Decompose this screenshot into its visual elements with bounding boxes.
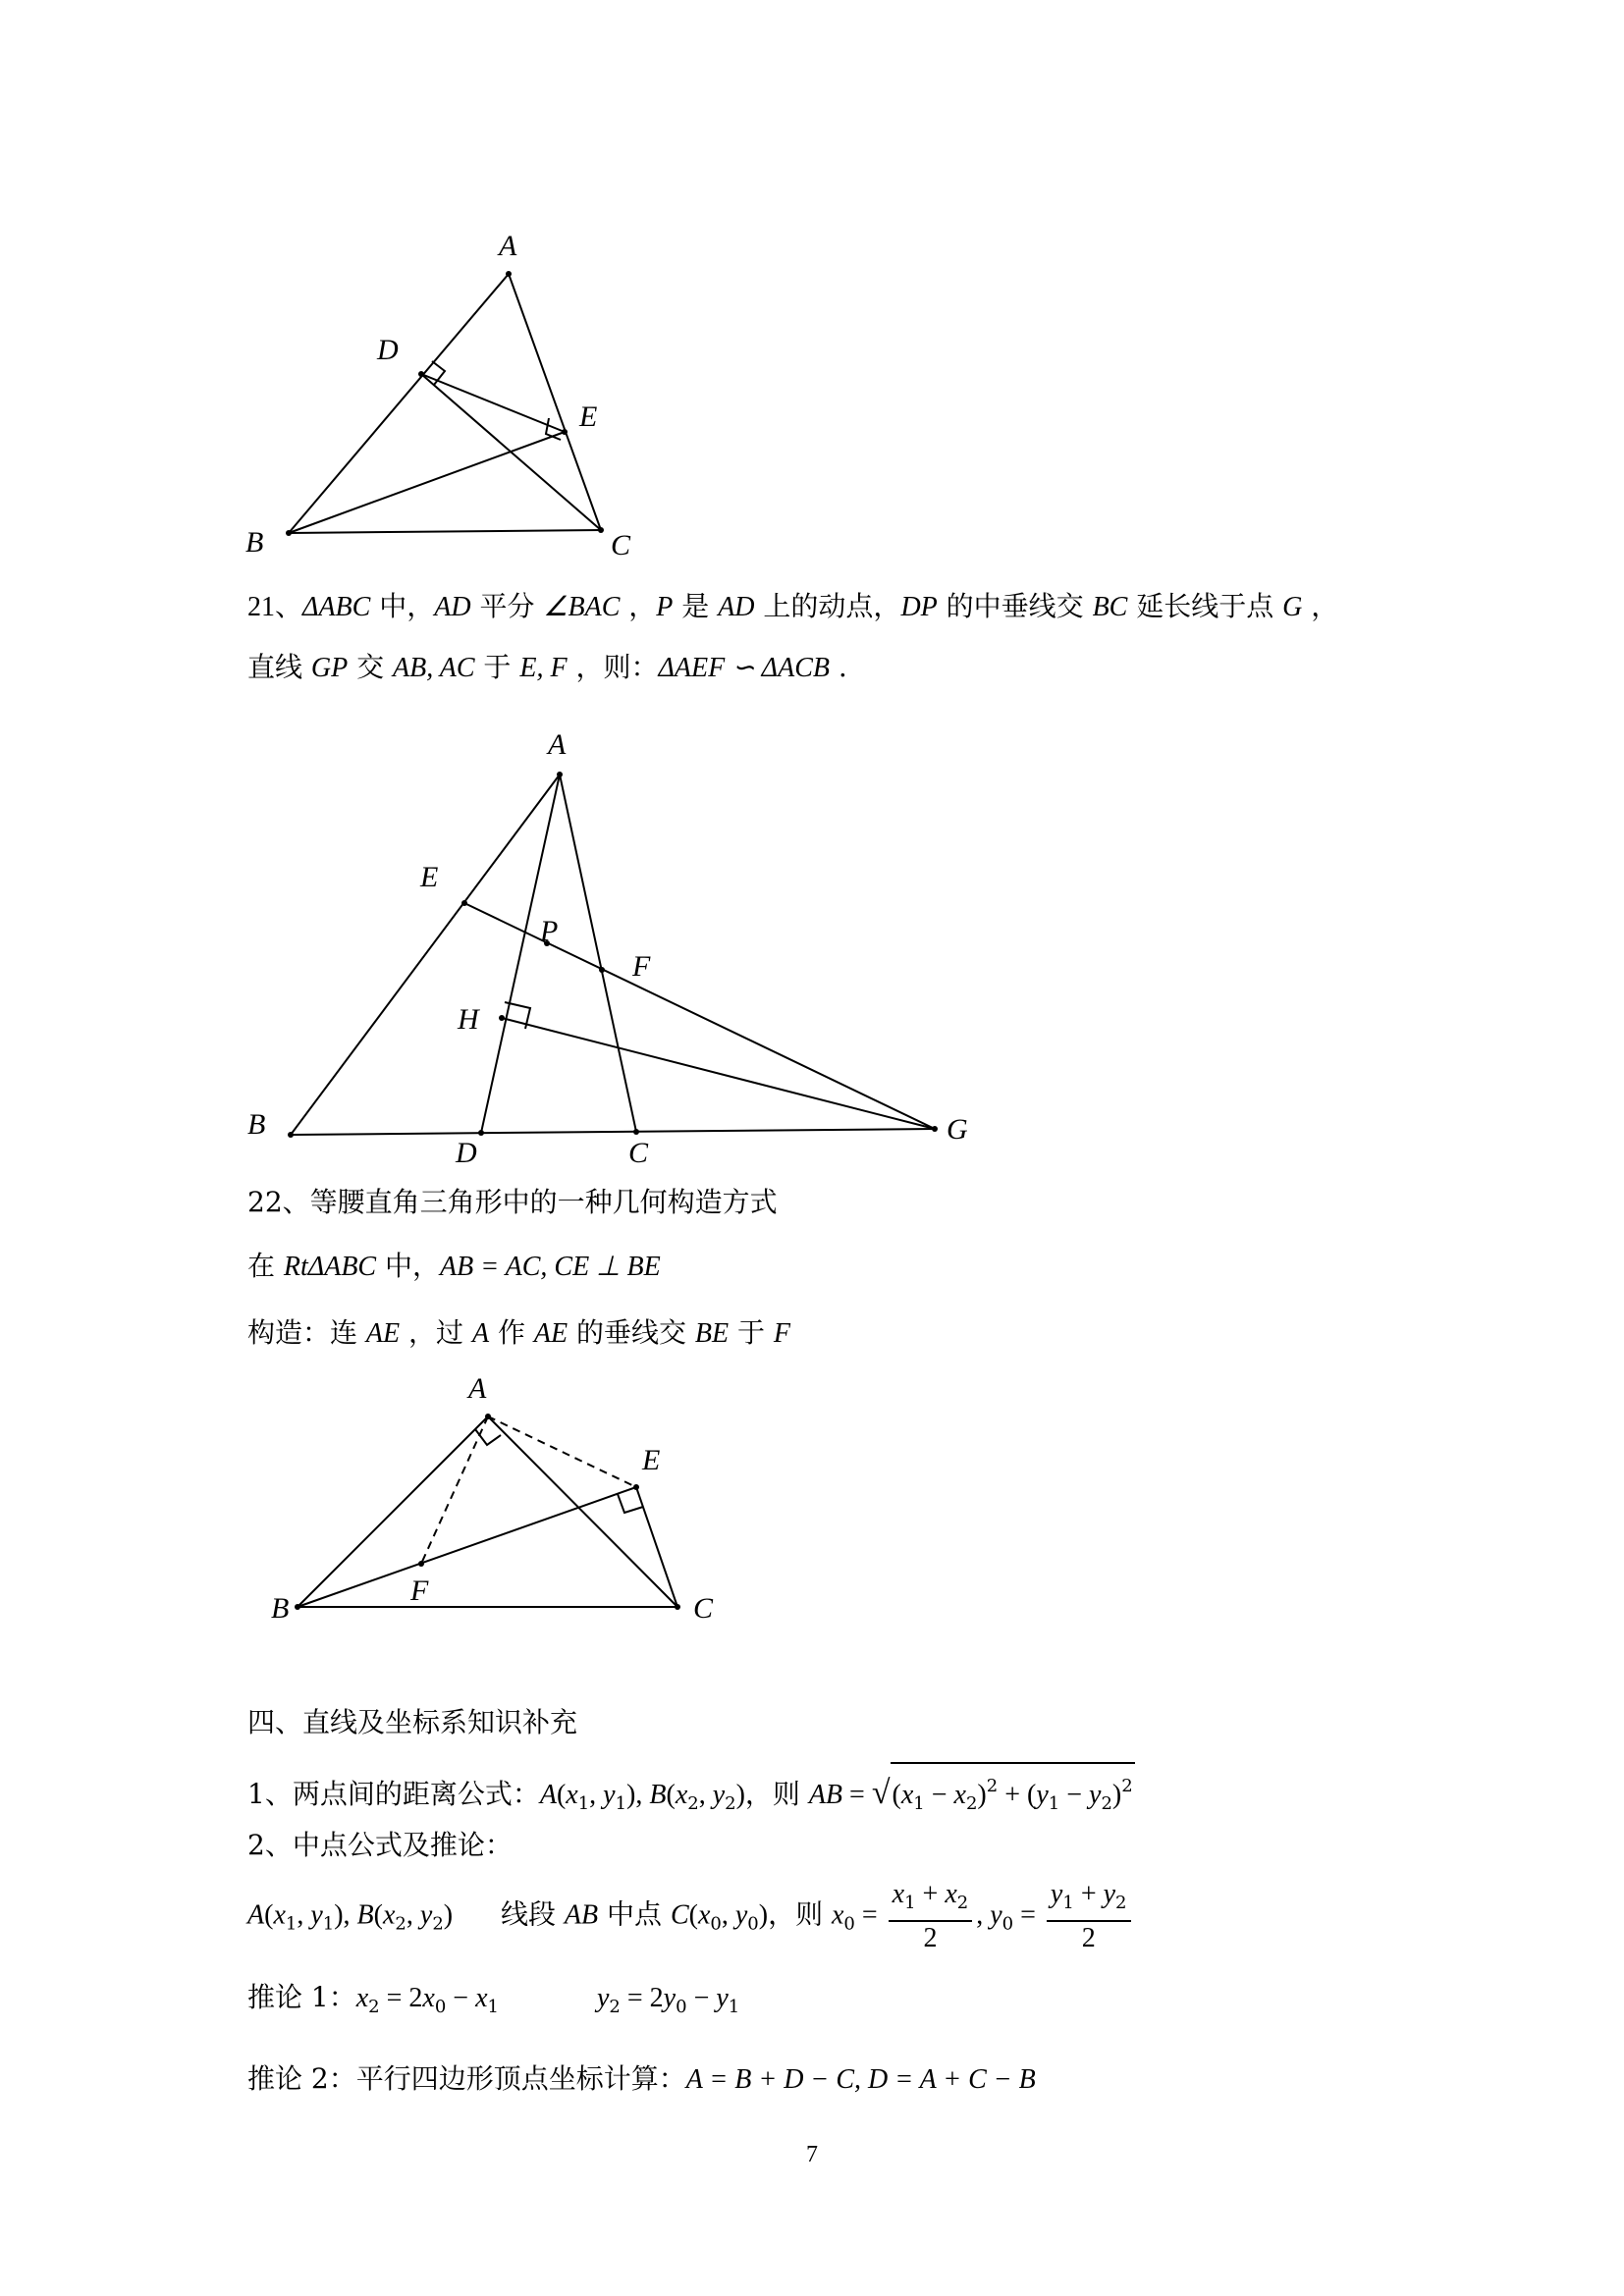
figure-triangle-2 bbox=[236, 717, 1001, 1168]
label-B: B bbox=[271, 1592, 290, 1625]
label-A: A bbox=[548, 728, 567, 761]
midpoint-formula: $A(x_1$, $y_1$), $B(x_2$, $y_2$) 线段 AB 中点 $C(x_0$, $y_0$)，则 $x_0$ = $\frac{x_1 + x_2}{2}$ , $y_0$ = $\frac{y_1 + y_2}{2}$ bbox=[247, 1877, 1135, 1962]
label-G: G bbox=[947, 1113, 968, 1146]
corollary-1: 推论 1：$x_2 = 2x_0 - x_1$ $y_2 = 2y_0 - y_1$ bbox=[247, 1981, 740, 2017]
page-number: 7 bbox=[806, 2142, 818, 2167]
label-D: D bbox=[377, 334, 399, 366]
label-P: P bbox=[540, 915, 559, 947]
problem-21-line2: 直线 GP 交 AB, AC 于 E, F ，则：ΔAEF ∽ ΔACB . bbox=[247, 651, 847, 683]
label-D: D bbox=[456, 1137, 477, 1168]
figure-triangle-1 bbox=[236, 221, 668, 574]
figure-isosceles-right-triangle bbox=[255, 1364, 746, 1639]
label-H: H bbox=[458, 1003, 479, 1036]
midpoint-title: 2、中点公式及推论： bbox=[247, 1829, 513, 1861]
label-E: E bbox=[642, 1444, 661, 1476]
label-F: F bbox=[632, 950, 651, 983]
label-A: A bbox=[499, 230, 517, 262]
label-C: C bbox=[693, 1592, 714, 1625]
label-C: C bbox=[628, 1137, 649, 1168]
label-A: A bbox=[468, 1372, 487, 1405]
label-F: F bbox=[410, 1575, 429, 1607]
label-E: E bbox=[579, 400, 598, 433]
problem-22-given: 在 RtΔABC 中，AB = AC, CE ⊥ BE bbox=[247, 1250, 661, 1282]
problem-22-title: 22、等腰直角三角形中的一种几何构造方式 bbox=[247, 1186, 778, 1218]
label-E: E bbox=[420, 861, 439, 893]
problem-21-line1: 21、ΔABC 中，AD 平分 ∠BAC ，P 是 AD 上的动点，DP 的中垂线交 BC 延长线于点 G ， bbox=[247, 590, 1339, 622]
label-B: B bbox=[245, 526, 264, 559]
label-B: B bbox=[247, 1108, 266, 1141]
problem-22-construction: 构造：连 AE ，过 A 作 AE 的垂线交 BE 于 F bbox=[247, 1316, 791, 1349]
label-C: C bbox=[611, 529, 631, 561]
distance-formula: 1、两点间的距离公式：$A(x_1$, $y_1$), $B(x_2$, $y_2$)，则 AB = $√(x_1 - x_2)^2 + (y_1 - y_2)^2$ bbox=[247, 1762, 1135, 1827]
corollary-2: 推论 2：平行四边形顶点坐标计算：A = B + D − C, D = A + C − B bbox=[247, 2062, 1036, 2095]
section-4-title: 四、直线及坐标系知识补充 bbox=[247, 1706, 578, 1738]
